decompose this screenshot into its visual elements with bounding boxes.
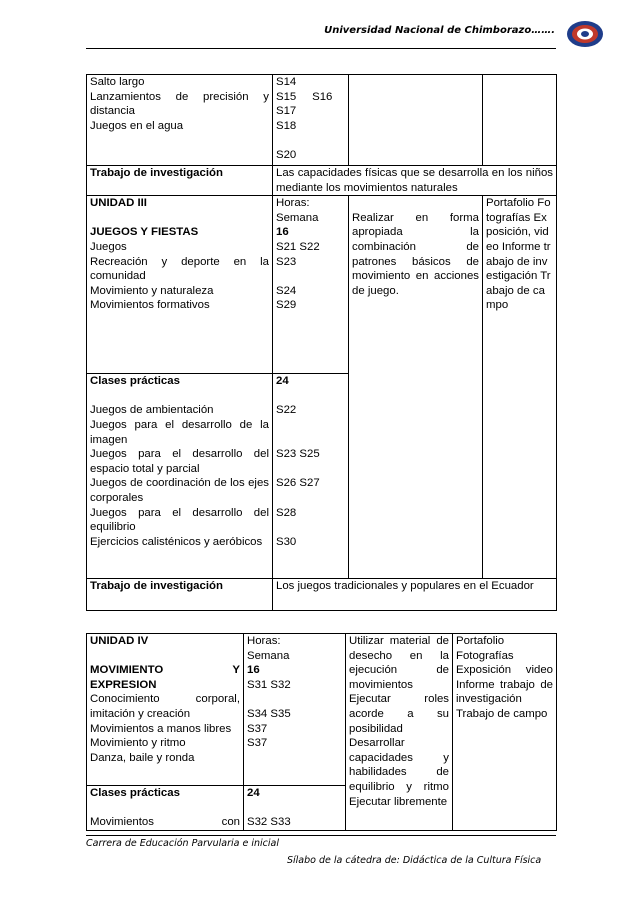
practice-topics-cell: Clases prácticas Movimientos con — [87, 786, 244, 831]
table-row — [87, 196, 557, 374]
objective-cell — [349, 75, 483, 166]
objective-cell: Utilizar material de desecho en la ejecución de movimientos Ejecutar roles acorde a su posibilidad Desarrollar capacidades y habilidades de equilibrio y ritmo Ejecutar libremente — [346, 634, 453, 831]
header-rule — [86, 48, 556, 49]
table-row — [87, 75, 557, 166]
practice-weeks-cell: 24 S32 S33 — [244, 786, 346, 831]
weeks-cell: S14 S15 S16 S17 S18 S20 — [273, 75, 349, 166]
unit-cell: UNIDAD IV MOVIMIENTO Y EXPRESION Conocimiento corporal, imitación y creación Movimientos a manos libres Movimiento y ritmo Danza, baile y ronda — [87, 634, 244, 786]
practice-weeks-cell: 24 S22 S23 S25 S26 S27 S28 S30 — [273, 374, 349, 579]
research-label: Trabajo de investigación — [87, 579, 273, 611]
topics-cell: Salto largo Lanzamientos de precisión y distancia Juegos en el agua — [87, 75, 273, 166]
footer-rule — [86, 835, 556, 836]
footer-syllabus: Sílabo de la cátedra de: Didáctica de la Cultura Física — [287, 855, 542, 866]
hours-cell: Horas: Semana 16 S31 S32 S34 S35 S37 S37 — [244, 634, 346, 786]
research-text: Las capacidades físicas que se desarrolla en los niños mediante los movimientos naturales — [273, 166, 557, 196]
syllabus-table-1 — [86, 74, 557, 611]
evaluation-cell — [483, 75, 557, 166]
practice-topics-cell: Clases prácticas Juegos de ambientación Juegos para el desarrollo de la imagen Juegos para el desarrollo del espacio total y parcial Juegos de coordinación de los ejes corporales Juegos para el desarrollo del equilibrio Ejercicios calisténicos y aeróbicos — [87, 374, 273, 579]
table-row — [87, 579, 557, 611]
evaluation-cell: Portafolio Fotografías Exposición, video Informe trabajo de investigación Trabajo de campo — [483, 196, 557, 579]
research-text: Los juegos tradicionales y populares en el Ecuador — [273, 579, 557, 611]
footer-career: Carrera de Educación Parvularia e inicial — [86, 838, 280, 849]
table-row — [87, 634, 557, 786]
evaluation-cell: Portafolio Fotografías Exposición video Informe trabajo de investigación Trabajo de campo — [453, 634, 557, 831]
research-label: Trabajo de investigación — [87, 166, 273, 196]
syllabus-table-2 — [86, 633, 557, 831]
university-logo — [566, 20, 604, 48]
hours-cell: Horas: Semana 16 S21 S22 S23 S24 S29 — [273, 196, 349, 374]
page-header: Universidad Nacional de Chimborazo……. — [324, 25, 555, 36]
table-row — [87, 166, 557, 196]
unit-cell: UNIDAD III JUEGOS Y FIESTAS Juegos Recreación y deporte en la comunidad Movimiento y naturaleza Movimientos formativos — [87, 196, 273, 374]
objective-cell: Realizar en forma apropiada la combinación de patrones básicos de movimiento en acciones de juego. — [349, 196, 483, 579]
